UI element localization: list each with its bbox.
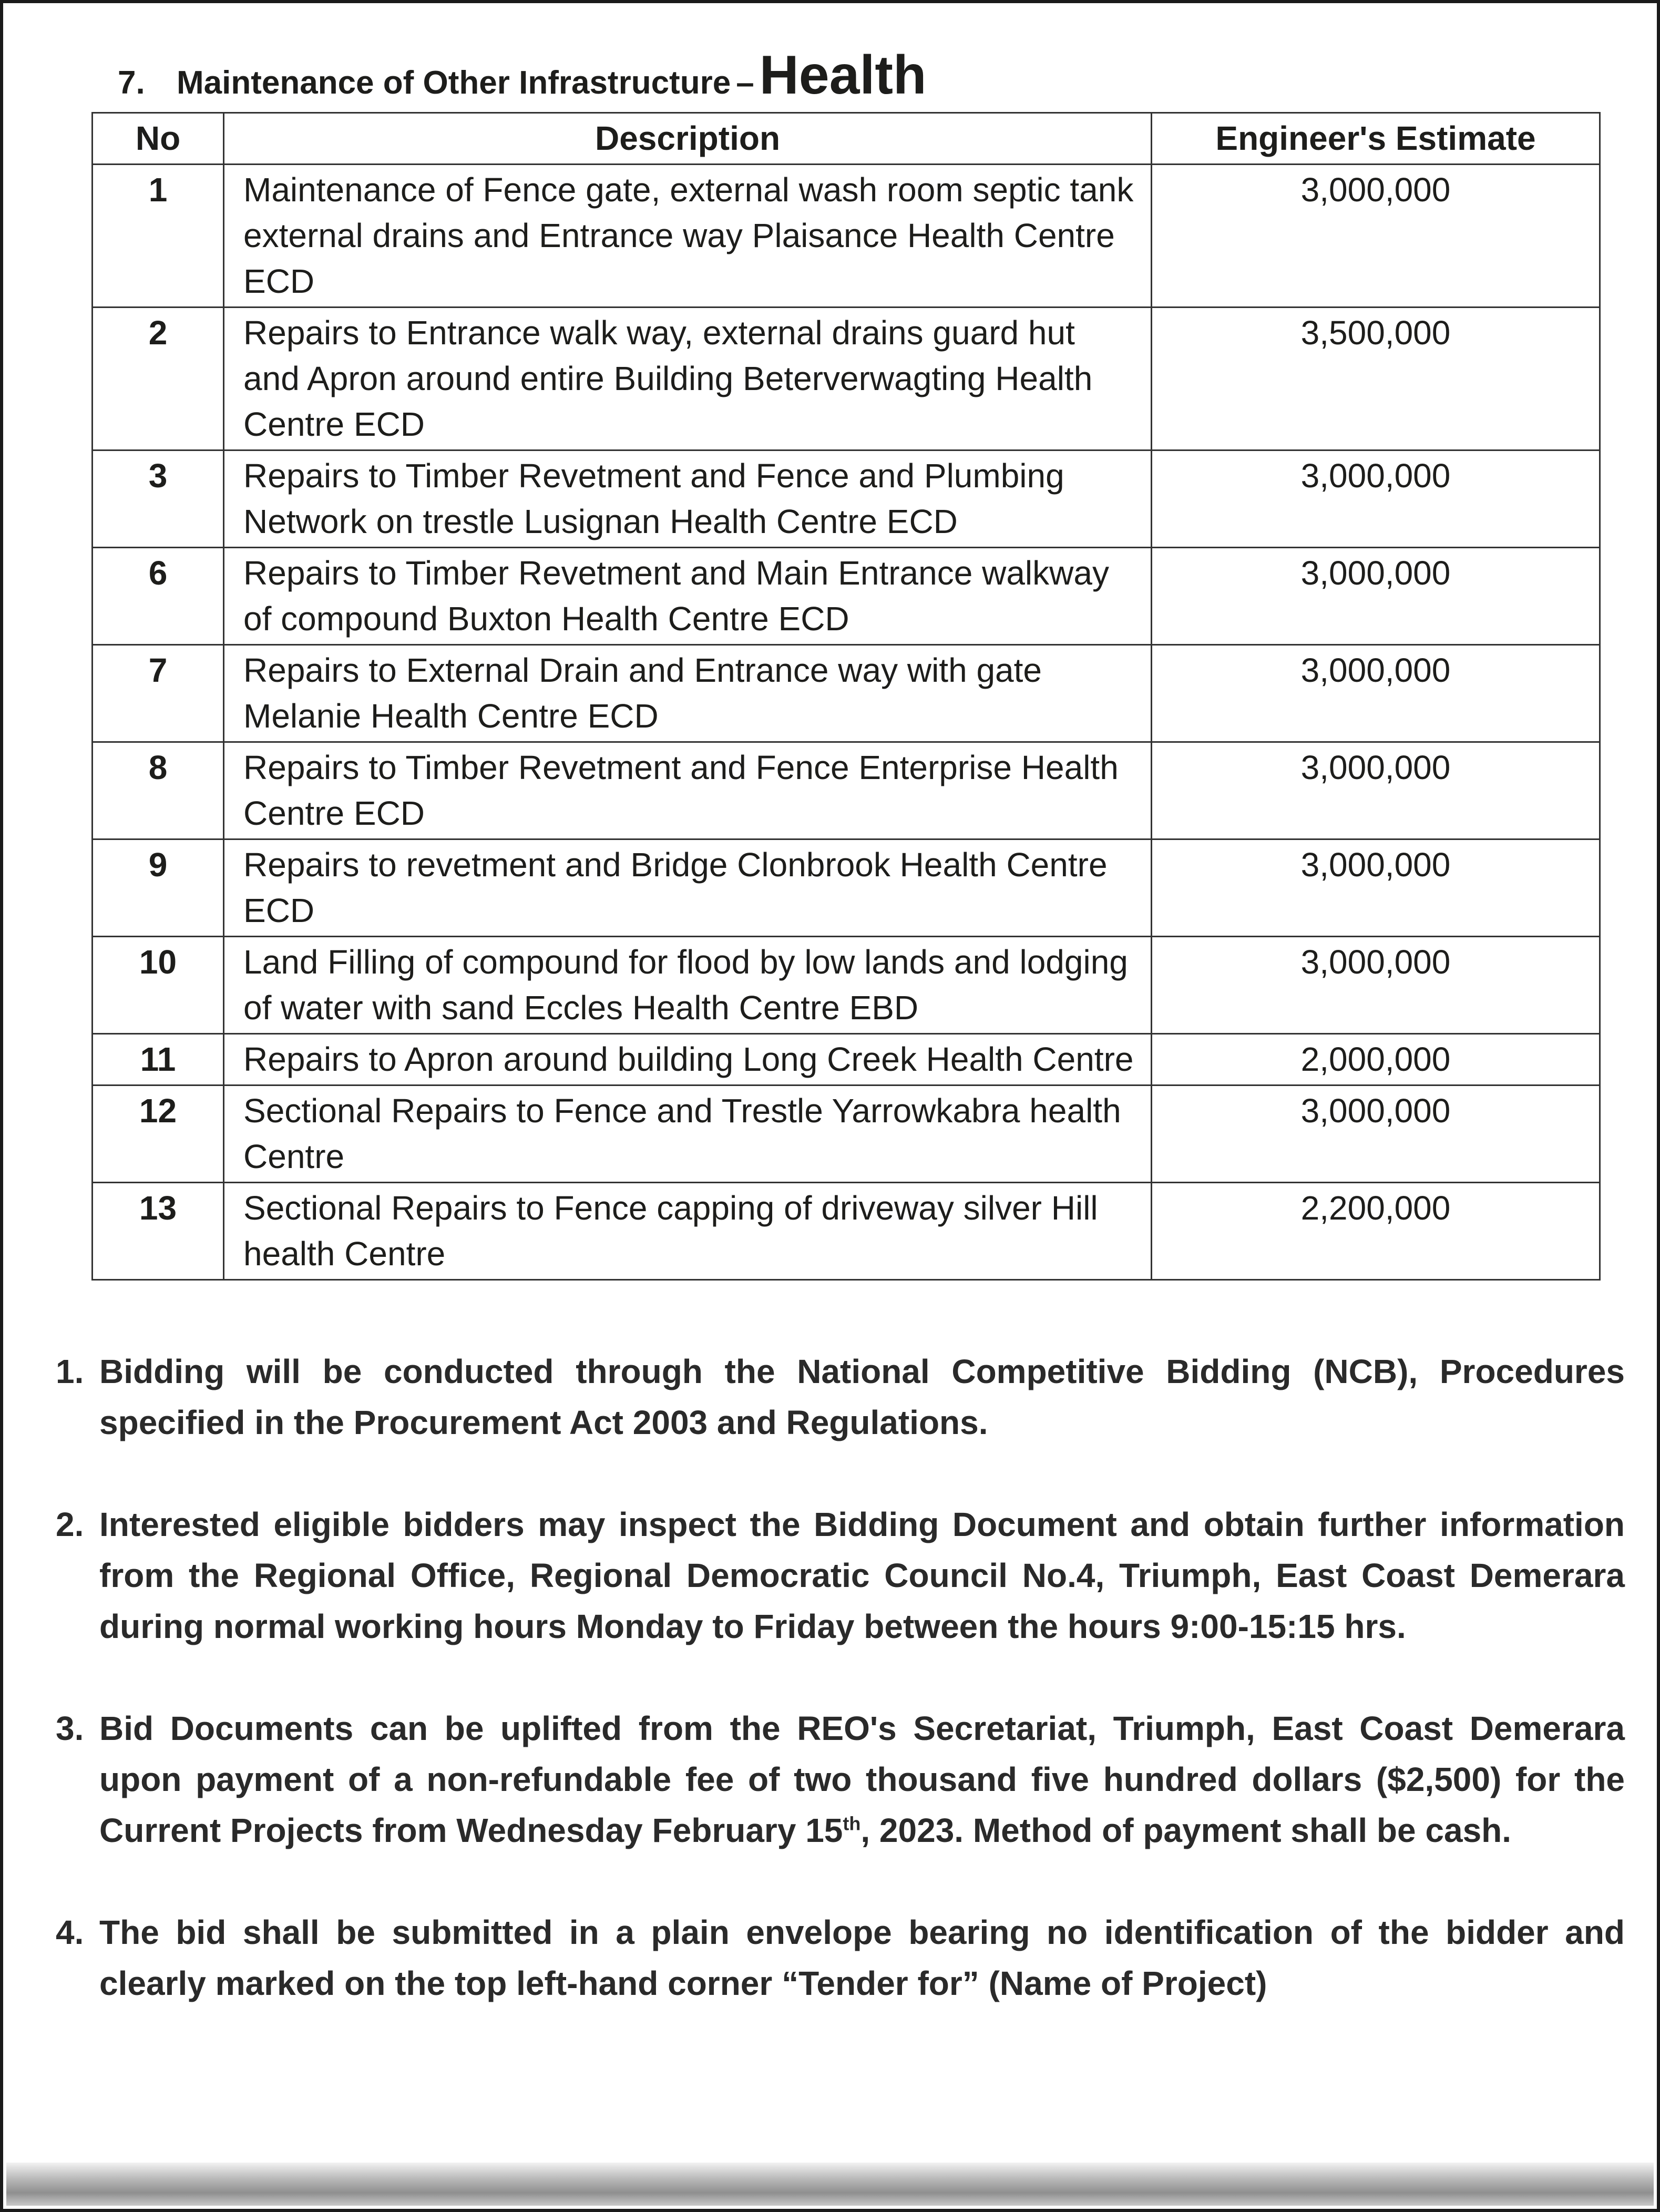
row-estimate: 3,000,000 (1152, 165, 1600, 308)
row-no: 3 (93, 450, 224, 548)
estimates-table (91, 112, 1601, 1281)
note-number: 2. (56, 1506, 84, 1543)
row-description: Land Filling of compound for flood by low lands and lodging of water with sand Eccles Health Centre EBD (224, 937, 1152, 1034)
row-description: Sectional Repairs to Fence capping of driveway silver Hill health Centre (224, 1183, 1152, 1280)
row-estimate: 2,000,000 (1152, 1034, 1600, 1085)
row-description: Repairs to Timber Revetment and Main Entrance walkway of compound Buxton Health Centre ECD (224, 548, 1152, 645)
table-row (93, 1183, 1600, 1280)
row-description: Repairs to Timber Revetment and Fence and Plumbing Network on trestle Lusignan Health Centre ECD (224, 450, 1152, 548)
table-row (93, 548, 1600, 645)
notes-list (56, 1346, 1625, 2060)
row-estimate: 3,000,000 (1152, 450, 1600, 548)
row-no: 13 (93, 1183, 224, 1280)
note-number: 4. (56, 1913, 84, 1951)
table-row (93, 1034, 1600, 1085)
header-no: No (93, 113, 224, 165)
row-no: 2 (93, 308, 224, 450)
row-no: 8 (93, 742, 224, 839)
row-no: 10 (93, 937, 224, 1034)
row-no: 7 (93, 645, 224, 742)
footer-bar (6, 2163, 1654, 2206)
row-description: Repairs to External Drain and Entrance way with gate Melanie Health Centre ECD (224, 645, 1152, 742)
header-estimate: Engineer's Estimate (1152, 113, 1600, 165)
table-row (93, 450, 1600, 548)
note-text (99, 1703, 1625, 1856)
row-description: Repairs to Timber Revetment and Fence Enterprise Health Centre ECD (224, 742, 1152, 839)
header-description: Description (224, 113, 1152, 165)
row-no: 11 (93, 1034, 224, 1085)
list-item (56, 1499, 1625, 1652)
row-estimate: 3,000,000 (1152, 839, 1600, 937)
row-estimate: 3,000,000 (1152, 1085, 1600, 1183)
note-text: Bidding will be conducted through the National Competitive Bidding (NCB), Procedures specified in the Procurement Act 2003 and Regulations. (99, 1353, 1625, 1441)
note-text-before: Bid Documents can be uplifted from the REO's Secretariat, Triumph, East Coast Demerara upon payment of a non-refundable fee of two thousand five hundred dollars ($2,500) for the Current Projects from Wednesday February 15 (99, 1709, 1625, 1849)
row-description: Maintenance of Fence gate, external wash room septic tank external drains and Entrance way Plaisance Health Centre ECD (224, 165, 1152, 308)
note-text: The bid shall be submitted in a plain envelope bearing no identification of the bidder and clearly marked on the top left-hand corner “Tender for” (Name of Project) (99, 1913, 1625, 2002)
note-number: 3. (56, 1709, 84, 1747)
row-description: Repairs to Apron around building Long Creek Health Centre (224, 1034, 1152, 1085)
table-row (93, 937, 1600, 1034)
table-header-row (93, 113, 1600, 165)
row-estimate: 3,000,000 (1152, 937, 1600, 1034)
row-estimate: 3,000,000 (1152, 548, 1600, 645)
table-row (93, 839, 1600, 937)
row-description: Repairs to revetment and Bridge Clonbrook Health Centre ECD (224, 839, 1152, 937)
table-row (93, 1085, 1600, 1183)
table-row (93, 308, 1600, 450)
note-superscript: th (843, 1812, 861, 1835)
list-item (56, 1907, 1625, 2009)
list-item (56, 1346, 1625, 1448)
row-no: 12 (93, 1085, 224, 1183)
section-dash: – (736, 65, 754, 101)
row-estimate: 2,200,000 (1152, 1183, 1600, 1280)
section-number: 7. (118, 65, 145, 101)
row-description: Sectional Repairs to Fence and Trestle Yarrowkabra health Centre (224, 1085, 1152, 1183)
table-row (93, 645, 1600, 742)
note-text: Interested eligible bidders may inspect the Bidding Document and obtain further information from the Regional Office, Regional Democratic Council No.4, Triumph, East Coast Demerara during normal working hours Monday to Friday between the hours 9:00-15:15 hrs. (99, 1506, 1625, 1645)
note-text-after: , 2023. Method of payment shall be cash. (860, 1811, 1512, 1849)
table-row (93, 742, 1600, 839)
row-estimate: 3,500,000 (1152, 308, 1600, 450)
section-highlight: Health (759, 45, 927, 106)
row-no: 9 (93, 839, 224, 937)
row-description: Repairs to Entrance walk way, external drains guard hut and Apron around entire Building Beterverwagting Health Centre ECD (224, 308, 1152, 450)
row-estimate: 3,000,000 (1152, 742, 1600, 839)
row-estimate: 3,000,000 (1152, 645, 1600, 742)
note-number: 1. (56, 1353, 84, 1390)
list-item (56, 1703, 1625, 1856)
section-heading (118, 40, 927, 111)
row-no: 6 (93, 548, 224, 645)
section-title: Maintenance of Other Infrastructure (177, 65, 731, 101)
row-no: 1 (93, 165, 224, 308)
table-row (93, 165, 1600, 308)
